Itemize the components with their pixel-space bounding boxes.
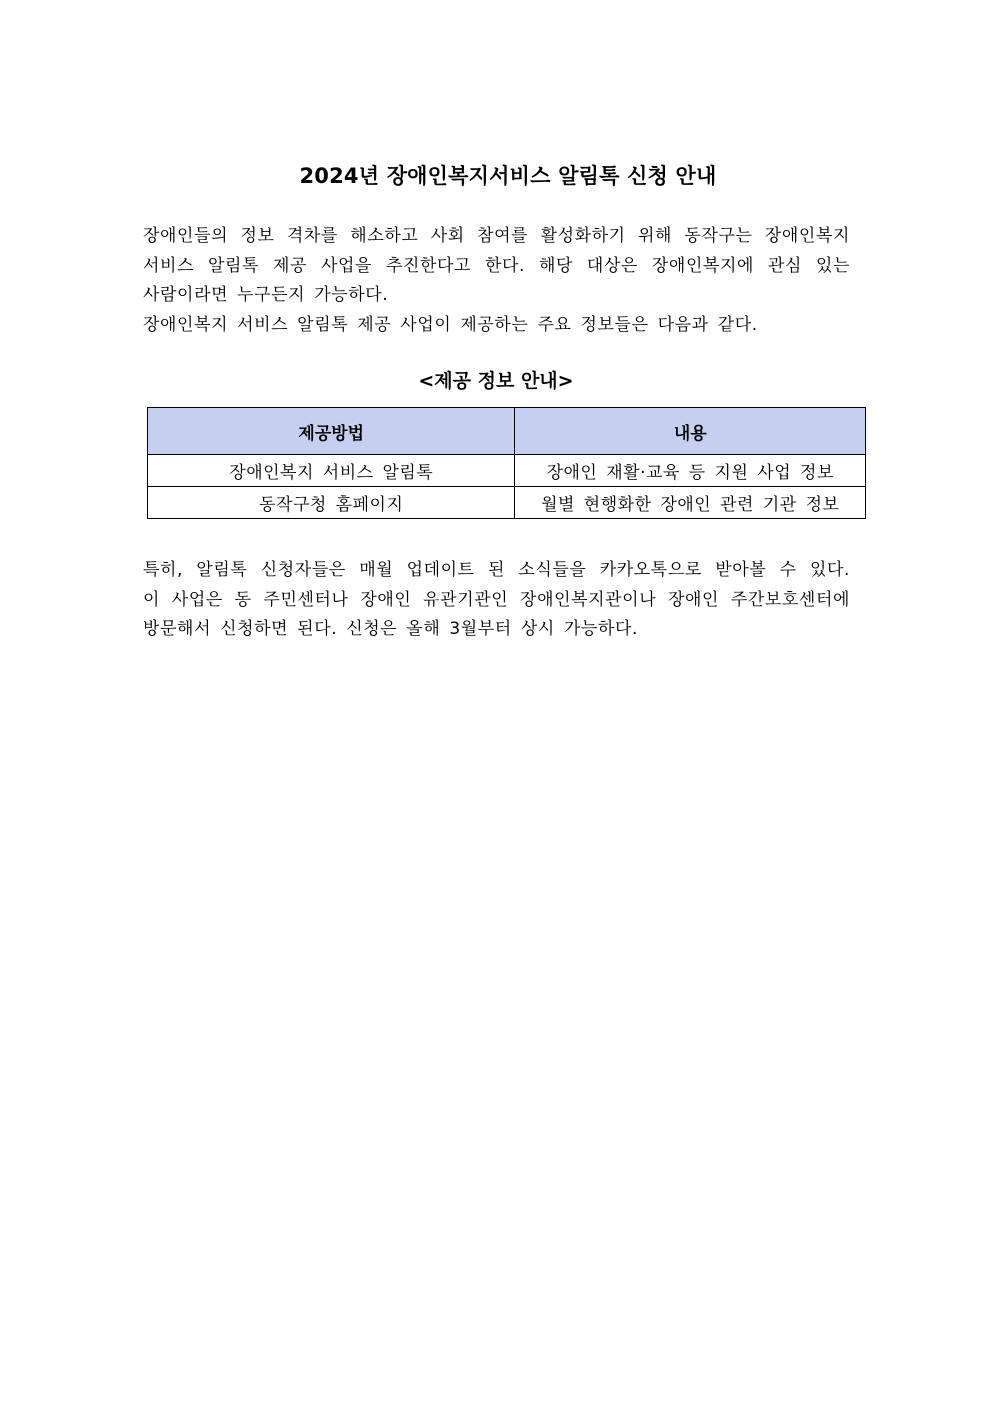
- table-header-method: 제공방법: [148, 408, 515, 455]
- intro-line: 장애인복지 서비스 알림톡 제공 사업이 제공하는 주요 정보들은 다음과 같다.: [143, 314, 758, 335]
- table-caption: <제공 정보 안내>: [418, 370, 574, 392]
- intro-line: 사람이라면 누구든지 가능하다.: [143, 285, 389, 305]
- closing-line: 이 사업은 동 주민센터나 장애인 유관기관인 장애인복지관이나 장애인 주간보호센터에: [143, 589, 850, 610]
- document-title: 2024년 장애인복지서비스 알림톡 신청 안내: [299, 164, 717, 188]
- info-table: [147, 407, 866, 519]
- table-cell-content: 월별 현행화한 장애인 관련 기관 정보: [515, 487, 866, 519]
- closing-paragraph: [143, 556, 850, 645]
- intro-line: 서비스 알림톡 제공 사업을 추진한다고 한다. 해당 대상은 장애인복지에 관심 있는: [143, 255, 850, 276]
- closing-line: 방문해서 신청하면 된다. 신청은 올해 3월부터 상시 가능하다.: [143, 619, 638, 639]
- table-cell-method: 동작구청 홈페이지: [148, 487, 515, 519]
- table-cell-method: 장애인복지 서비스 알림톡: [148, 455, 515, 487]
- table-cell-content: 장애인 재활·교육 등 지원 사업 정보: [515, 455, 866, 487]
- table-header-row: [148, 408, 866, 455]
- table-header-content: 내용: [515, 408, 866, 455]
- intro-line: 장애인들의 정보 격차를 해소하고 사회 참여를 활성화하기 위해 동작구는 장애인복지: [143, 226, 850, 246]
- intro-paragraph: [143, 222, 850, 340]
- closing-line: 특히, 알림톡 신청자들은 매월 업데이트 된 소식들을 카카오톡으로 받아볼 수 있다.: [143, 560, 850, 580]
- table-row: [148, 455, 866, 487]
- table-row: [148, 487, 866, 519]
